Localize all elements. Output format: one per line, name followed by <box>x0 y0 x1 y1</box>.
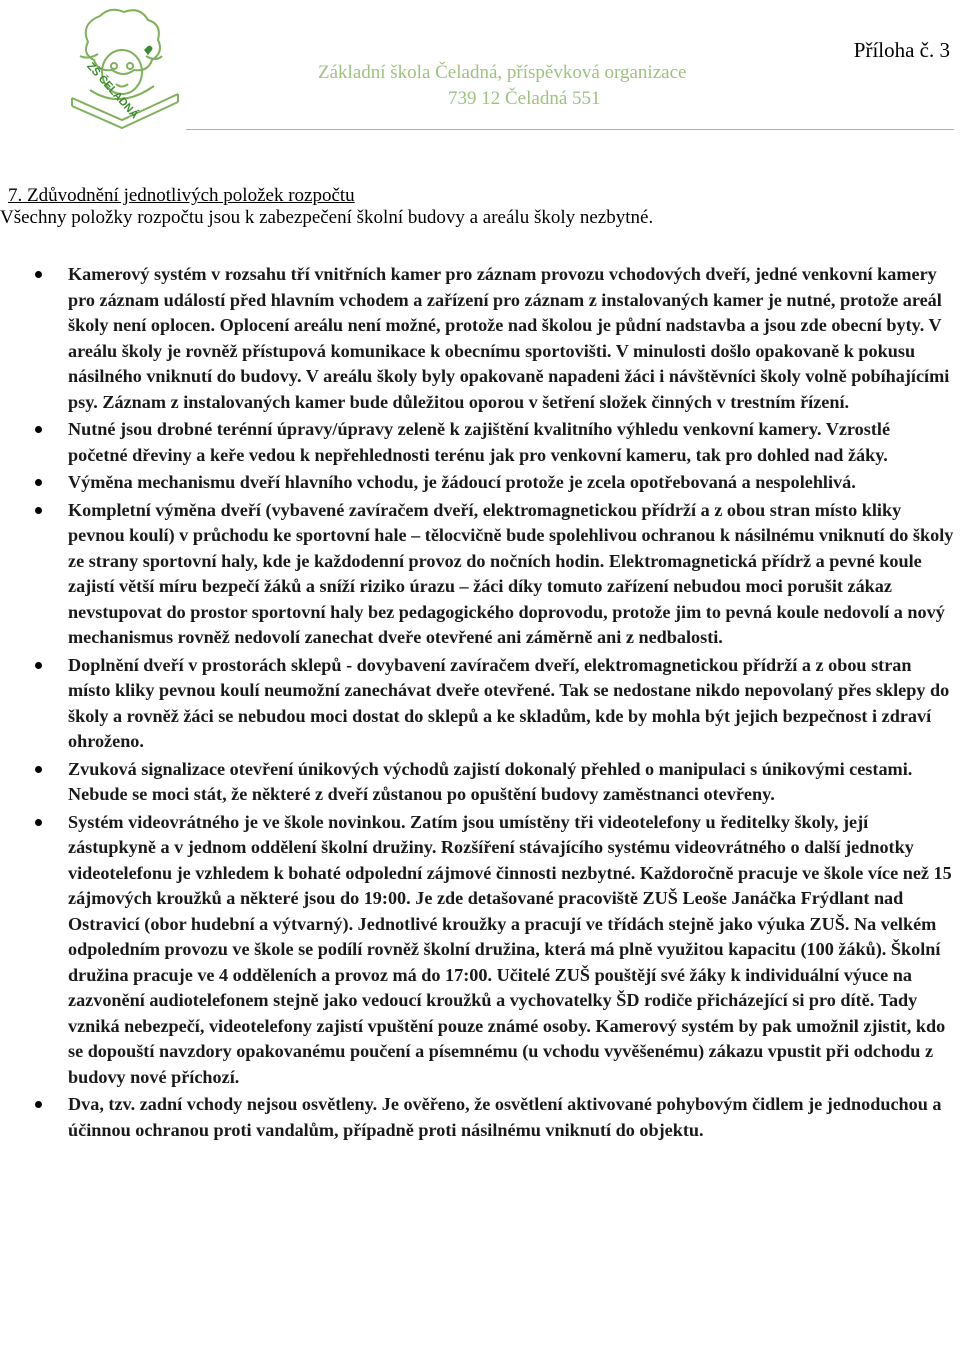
section-title-text: 7. Zdůvodnění jednotlivých položek rozpočtu <box>8 185 355 206</box>
bullet-icon <box>35 479 42 486</box>
justification-list <box>0 262 960 1145</box>
list-item-text: Kamerový systém v rozsahu tří vnitřních kamer pro záznam provozu vchodových dveří, jedné venkovní kamery pro záznam událostí před hlavním vchodem a zařízení pro záznam z instalovaných kamer je nutné, protože areál školy není oplocen. Oplocení areálu není možné, protože nad školou je půdní nadstavba a jsou zde obecní byty. V areálu školy je rovněž přístupová komunikace k obecnímu sportovišti. V minulosti došlo opakovaně k pokusu násilného vniknutí do budovy. V areálu školy byly opakovaně napadeni žáci i návštěvníci školy volně pobíhajícími psy. Záznam z instalovaných kamer bude důležitou oporou v šetření složek činných v trestním řízení. <box>68 264 950 412</box>
list-item-text: Výměna mechanismu dveří hlavního vchodu, je žádoucí protože je zcela opotřebovaná a nespolehlivá. <box>68 472 856 492</box>
list-item <box>0 653 960 755</box>
page-header <box>0 0 960 140</box>
logo-text: ZŠ ČELADNÁ <box>84 60 141 122</box>
bullet-icon <box>35 819 42 826</box>
list-item <box>0 470 960 496</box>
bullet-icon <box>35 662 42 669</box>
list-item-text: Systém videovrátného je ve škole novinkou. Zatím jsou umístěny tři videotelefony u ředitelky školy, její zástupkyně a v jednom oddělení školní družiny. Rozšíření stávajícího systému videovrátného o další jednotky videotelefonu je vzhledem k bohaté odpolední zájmové činnosti nezbytné. Každoročně pracuje ve škole více než 15 zájmových kroužků a některé jsou do 19:00. Je zde detašované pracoviště ZUŠ Leoše Janáčka Frýdlant nad Ostravicí (obor hudební a výtvarný). Jednotlivé kroužky a pracují ve třídách stejně jako výuka ZUŠ. Na velkém odpoledním provozu ve škole se podílí rovněž školní družina, která má plně využitou kapacitu (100 žáků). Školní družina pracuje ve 4 odděleních a provoz má do 17:00. Učitelé ZUŠ pouštějí své žáky k individuální výuce na zazvonění audiotelefonem stejně jako vedoucí kroužků a vychovatelky ŠD rodiče přicházející si pro dítě. Tady vzniká nebezpečí, videotelefony zajistí vpuštění pouze známé osoby. Kamerový systém by pak umožnil zjistit, kdo se dopouští navzdory opakovanému poučení a písemnému (u vchodu vyvěšenému) zákazu vpustit při odchodu z budovy nové příchozí. <box>68 811 952 1087</box>
header-divider <box>186 129 954 130</box>
list-item <box>0 498 960 651</box>
list-item <box>0 417 960 468</box>
list-item <box>0 262 960 415</box>
bullet-icon <box>35 271 42 278</box>
bullet-icon <box>35 507 42 514</box>
section-intro: Všechny položky rozpočtu jsou k zabezpečení školní budovy a areálu školy nezbytné. <box>0 207 654 228</box>
school-address: 739 12 Čeladná 551 <box>448 88 601 109</box>
list-item <box>0 757 960 808</box>
list-item-text: Doplnění dveří v prostorách sklepů - dovybavení zavíračem dveří, elektromagnetickou přídrží a z obou stran místo kliky pevnou koulí neumožní zanechávat dveře otevřené. Tak se nedostane nikdo nepovolaný přes sklepy do školy a rovněž žáci se nebudou moci dostat do sklepů a ke skladům, kde by mohla být jejich bezpečnost i zdraví ohroženo. <box>68 654 950 751</box>
list-item-text: Nutné jsou drobné terénní úpravy/úpravy zeleně k zajištění kvalitního výhledu venkovní kamery. Vzrostlé početné dřeviny a keře vedou k nepřehlednosti terénu jak pro venkovní kameru, tak pro dohled nad žáky. <box>68 419 891 465</box>
school-logo-sheep-icon <box>58 2 190 134</box>
list-item-text: Zvuková signalizace otevření únikových východů zajistí dokonalý přehled o manipulaci s únikovými cestami. Nebude se moci stát, že některé z dveří zůstanou po opuštění budovy zaměstnanci otevřeny. <box>68 758 913 804</box>
list-item-text: Dva, tzv. zadní vchody nejsou osvětleny. Je ověřeno, že osvětlení aktivované pohybovým čidlem je jednoduchou a účinnou ochranou proti vandalům, případně proti násilnému vniknutí do objektu. <box>68 1094 942 1140</box>
bullet-icon <box>35 766 42 773</box>
list-item-text: Kompletní výměna dveří (vybavené zavíračem dveří, elektromagnetickou přídrží a z obou stran místo kliky pevnou koulí) v průchodu ke sportovní hale – tělocvičně bude spolehlivou ochranou k násilnému vniknutí do školy ze strany sportovní haly, kde je každodenní provoz do nočních hodin. Elektromagnetická přídrž a pevné koule zajistí větší míru bezpečí žáků a sníží riziko úrazu – žáci díky tomuto zařízení nebudou moci porušit zákaz nevstupovat do prostor sportovní haly bez pedagogického doprovodu, protože jim to pevná koule nedovolí a nový mechanismus rovněž nedovolí zanechat dveře otevřené ani záměrně ani z nedbalosti. <box>68 499 954 647</box>
bullet-icon <box>35 426 42 433</box>
bullet-icon <box>35 1101 42 1108</box>
list-item <box>0 810 960 1091</box>
attachment-label: Příloha č. 3 <box>853 38 950 62</box>
list-item <box>0 1092 960 1143</box>
section-title <box>8 185 355 207</box>
school-name: Základní škola Čeladná, příspěvková organizace <box>318 62 687 83</box>
